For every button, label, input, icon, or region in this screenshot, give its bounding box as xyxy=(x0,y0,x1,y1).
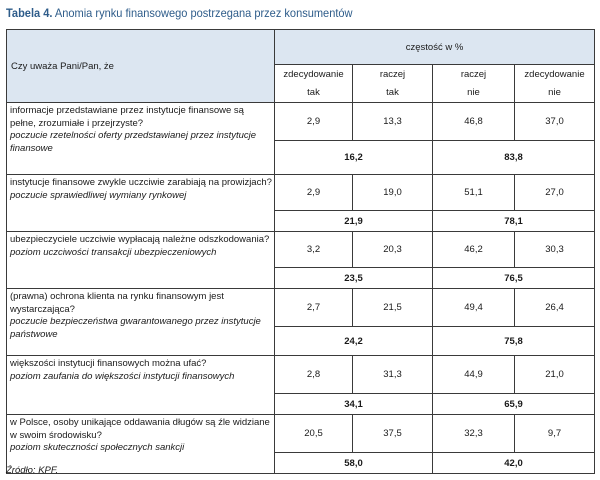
table-title: Anomia rynku finansowego postrzegana przez konsumentów xyxy=(54,6,353,20)
indicator-text: poziom skuteczności społecznych sankcji xyxy=(10,442,185,453)
indicator-text: poczucie bezpieczeństwa gwarantowanego przez instytucje państwowe xyxy=(10,316,261,340)
question-cell xyxy=(7,289,275,356)
question-text: (prawna) ochrona klienta na rynku finansowym jest wystarczająca? xyxy=(10,291,224,315)
source-note: Źródło: KPF. xyxy=(6,465,59,476)
indicator-text: poziom zaufania do większości instytucji finansowych xyxy=(10,370,235,382)
question-text: ubezpieczyciele uczciwie wypłacają należne odszkodowania? xyxy=(10,234,270,245)
indicator-text: poziom uczciwości transakcji ubezpieczeniowych xyxy=(10,246,217,258)
question-cell xyxy=(7,232,275,289)
value-cell: 37,0 xyxy=(515,103,595,141)
table-body xyxy=(7,103,595,474)
answer-header-1 xyxy=(275,65,353,103)
value-cell: 26,4 xyxy=(515,289,595,327)
answer-header-3 xyxy=(433,65,515,103)
yes-total-cell: 16,2 xyxy=(275,141,433,175)
no-total-cell: 42,0 xyxy=(433,453,595,474)
answer-header-line: zdecydowanie xyxy=(283,68,344,80)
table-caption xyxy=(6,6,353,20)
question-text: informacje przedstawiane przez instytucje finansowe są pełne, zrozumiałe i przejrzyste? xyxy=(10,105,244,129)
question-cell xyxy=(7,356,275,415)
yes-total-cell: 21,9 xyxy=(275,211,433,232)
question-text: instytucje finansowe zwykle uczciwie zarabiają na prowizjach? xyxy=(10,177,272,188)
yes-total-cell: 23,5 xyxy=(275,268,433,289)
value-cell: 51,1 xyxy=(433,175,515,211)
answer-header-2 xyxy=(353,65,433,103)
question-text: większości instytucji finansowych można ufać? xyxy=(10,358,207,369)
answer-header-line: zdecydowanie xyxy=(524,68,585,80)
value-cell: 9,7 xyxy=(515,415,595,453)
yes-total-cell: 34,1 xyxy=(275,394,433,415)
table-number: Tabela 4. xyxy=(6,6,53,20)
no-total-cell: 76,5 xyxy=(433,268,595,289)
yes-total-cell: 24,2 xyxy=(275,327,433,356)
value-cell: 2,9 xyxy=(275,103,353,141)
answer-header-line: tak xyxy=(386,86,399,98)
question-text: w Polsce, osoby unikające oddawania długów są źle widziane w swoim środowisku? xyxy=(10,417,270,441)
answer-header-line: raczej xyxy=(379,68,406,80)
no-total-cell: 65,9 xyxy=(433,394,595,415)
no-total-cell: 78,1 xyxy=(433,211,595,232)
value-cell: 32,3 xyxy=(433,415,515,453)
indicator-text: poczucie rzetelności oferty przedstawianej przez instytucje finansowe xyxy=(10,130,257,154)
answer-header-line: tak xyxy=(307,86,320,98)
value-cell: 19,0 xyxy=(353,175,433,211)
value-cell: 46,8 xyxy=(433,103,515,141)
value-cell: 49,4 xyxy=(433,289,515,327)
value-cell: 13,3 xyxy=(353,103,433,141)
answer-header-line: nie xyxy=(467,86,480,98)
yes-total-cell: 58,0 xyxy=(275,453,433,474)
table-row xyxy=(7,356,595,394)
answer-header-line: raczej xyxy=(460,68,487,80)
no-total-cell: 83,8 xyxy=(433,141,595,175)
value-cell: 2,7 xyxy=(275,289,353,327)
anomia-table xyxy=(6,29,595,474)
frequency-header: częstość w % xyxy=(275,30,595,65)
value-cell: 2,8 xyxy=(275,356,353,394)
table-row xyxy=(7,232,595,268)
value-cell: 30,3 xyxy=(515,232,595,268)
table-row xyxy=(7,415,595,453)
no-total-cell: 75,8 xyxy=(433,327,595,356)
answer-header-4 xyxy=(515,65,595,103)
value-cell: 20,3 xyxy=(353,232,433,268)
value-cell: 31,3 xyxy=(353,356,433,394)
value-cell: 20,5 xyxy=(275,415,353,453)
table-row xyxy=(7,175,595,211)
value-cell: 3,2 xyxy=(275,232,353,268)
question-cell xyxy=(7,175,275,232)
value-cell: 21,0 xyxy=(515,356,595,394)
value-cell: 2,9 xyxy=(275,175,353,211)
indicator-text: poczucie sprawiedliwej wymiany rynkowej xyxy=(10,189,187,201)
question-cell xyxy=(7,103,275,175)
value-cell: 27,0 xyxy=(515,175,595,211)
question-column-header: Czy uważa Pani/Pan, że xyxy=(7,30,275,103)
value-cell: 37,5 xyxy=(353,415,433,453)
answer-header-line: nie xyxy=(548,86,561,98)
table-row xyxy=(7,103,595,141)
value-cell: 44,9 xyxy=(433,356,515,394)
value-cell: 21,5 xyxy=(353,289,433,327)
value-cell: 46,2 xyxy=(433,232,515,268)
table-row xyxy=(7,289,595,327)
